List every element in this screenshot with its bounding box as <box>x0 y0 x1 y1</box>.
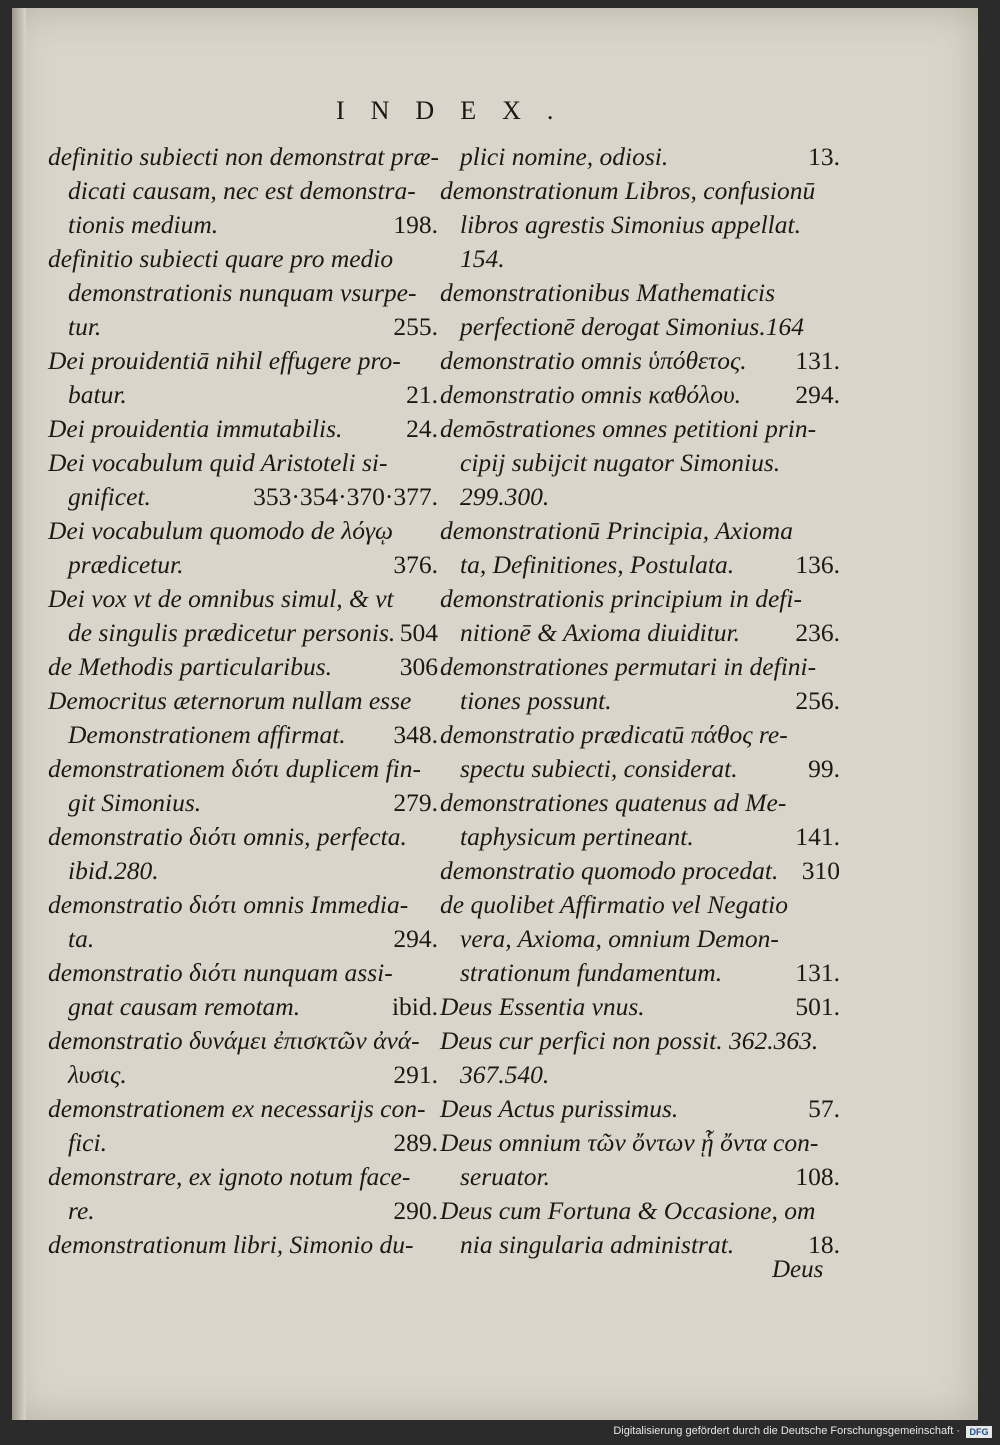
entry-line: demonstratio δυνάμει ἐπισκτῶν ἀνά- <box>48 1026 420 1055</box>
page-reference: 198. <box>393 210 438 239</box>
index-entry <box>440 174 840 276</box>
funding-notice: Digitalisierung gefördert durch die Deutsche Forschungsgemeinschaft · <box>613 1425 960 1437</box>
entry-text: ta, Definitiones, Postulata. <box>460 550 735 579</box>
book-page <box>12 8 978 1420</box>
index-entry <box>440 718 840 786</box>
page-reference: 255. <box>393 312 438 341</box>
entry-line: demonstrationum Libros, confusionū <box>440 176 816 205</box>
page-reference: 99. <box>808 754 840 783</box>
entry-text: gnat causam remotam. <box>68 992 301 1021</box>
entry-line: demonstrationes quatenus ad Me- <box>440 788 787 817</box>
entry-line: demonstrationis principium in defi- <box>440 584 802 613</box>
entry-line: demonstratio διότι omnis Immedia- <box>48 890 409 919</box>
index-entry <box>440 1024 840 1092</box>
page-reference: 290. <box>393 1196 438 1225</box>
page-reference: 131. <box>795 958 840 987</box>
entry-line: demonstratio διότι nunquam assi- <box>48 958 393 987</box>
page-reference: 108. <box>795 1162 840 1191</box>
page-reference: 136. <box>795 550 840 579</box>
dfg-logo: DFG <box>966 1426 992 1438</box>
index-entry <box>440 344 840 378</box>
index-entry <box>440 1126 840 1194</box>
index-entry <box>48 242 438 344</box>
entry-line: definitio subiecti quare pro medio <box>48 244 394 273</box>
entry-line: dicati causam, nec est demonstra- <box>68 176 416 205</box>
page-reference: 353·354·370·377. <box>253 482 438 511</box>
entry-text: spectu subiecti, considerat. <box>460 754 738 783</box>
index-entry <box>48 344 438 412</box>
index-entry <box>48 1228 438 1262</box>
entry-line: demōstrationes omnes petitioni prin- <box>440 414 817 443</box>
entry-text: prædicetur. <box>68 550 184 579</box>
page-reference: 141. <box>795 822 840 851</box>
entry-line: Deus cur perfici non possit. 362.363. <box>440 1026 819 1055</box>
entry-line: Deus omnium τῶν ὄντων ᾗ ὄντα con- <box>440 1128 819 1157</box>
index-entry <box>48 650 438 684</box>
entry-line: de quolibet Affirmatio vel Negatio <box>440 890 788 919</box>
page-reference: 501. <box>795 992 840 1021</box>
index-entry <box>48 514 438 582</box>
page-reference: 306 <box>399 652 438 681</box>
index-entry <box>48 1092 438 1160</box>
index-entry <box>440 888 840 990</box>
index-column-left <box>48 140 438 1262</box>
entry-text: tur. <box>68 312 102 341</box>
entry-text: tiones possunt. <box>460 686 612 715</box>
index-entry <box>48 820 438 888</box>
entry-text: nitionē & Axioma diuiditur. <box>460 618 741 647</box>
entry-text: de Methodis particularibus. <box>48 652 333 681</box>
entry-line: definitio subiecti non demonstrat præ- <box>48 142 439 171</box>
entry-line: libros agrestis Simonius appellat. <box>460 210 801 239</box>
entry-text: Deus Actus purissimus. <box>440 1094 679 1123</box>
entry-text: strationum fundamentum. <box>460 958 723 987</box>
gutter-shadow <box>12 8 26 1420</box>
index-entry <box>440 786 840 854</box>
entry-line: cipij subijcit nugator Simonius. <box>460 448 781 477</box>
entry-line: Dei vox vt de omnibus simul, & vt <box>48 584 394 613</box>
page-reference: 57. <box>808 1094 840 1123</box>
entry-text: perfectionē derogat Simonius.164 <box>460 312 804 341</box>
index-entry <box>440 140 840 174</box>
entry-line: demonstrationū Principia, Axioma <box>440 516 793 545</box>
page-reference: 504 <box>399 618 438 647</box>
index-entry <box>440 1194 840 1262</box>
page-reference: ibid. <box>391 992 438 1021</box>
index-entry <box>440 378 840 412</box>
page-reference: 294. <box>795 380 840 409</box>
entry-text: plici nomine, odiosi. <box>460 142 669 171</box>
entry-text: 299.300. <box>460 482 550 511</box>
page-reference: 21. <box>406 380 438 409</box>
page-reference: 310 <box>801 856 840 885</box>
index-entry <box>48 888 438 956</box>
entry-text: fici. <box>68 1128 107 1157</box>
entry-text: batur. <box>68 380 127 409</box>
entry-line: Democritus æternorum nullam esse <box>48 686 412 715</box>
running-head: INDEX. <box>336 96 580 125</box>
footer-bar <box>0 1420 1000 1445</box>
index-entry <box>48 752 438 820</box>
entry-line: demonstrationem διότι duplicem fin- <box>48 754 421 783</box>
entry-text: demonstratio quomodo procedat. <box>440 856 779 885</box>
entry-line: demonstrationem ex necessarijs con- <box>48 1094 426 1123</box>
entry-line: Dei prouidentiā nihil effugere pro- <box>48 346 401 375</box>
index-entry <box>48 684 438 752</box>
index-entry <box>48 140 438 242</box>
index-entry <box>48 1024 438 1092</box>
entry-text: demonstratio omnis καθόλου. <box>440 380 742 409</box>
index-entry <box>48 412 438 446</box>
entry-line: Deus cum Fortuna & Occasione, om <box>440 1196 816 1225</box>
entry-text: ibid.280. <box>68 856 159 885</box>
entry-text: nia singularia administrat. <box>460 1230 735 1259</box>
page-reference: 13. <box>808 142 840 171</box>
entry-text: gnificet. <box>68 482 151 511</box>
index-entry <box>440 514 840 582</box>
index-entry <box>440 854 840 888</box>
page-reference: 289. <box>393 1128 438 1157</box>
page-reference: 348. <box>393 720 438 749</box>
entry-line: demonstrationibus Mathematicis <box>440 278 776 307</box>
index-entry <box>440 582 840 650</box>
entry-line: demonstrationes permutari in defini- <box>440 652 817 681</box>
entry-text: 154. <box>460 244 505 273</box>
entry-line: demonstrationum libri, Simonio du- <box>48 1230 414 1259</box>
page-reference: 376. <box>393 550 438 579</box>
page-reference: 256. <box>795 686 840 715</box>
index-entry <box>440 650 840 718</box>
entry-text: 367.540. <box>460 1060 550 1089</box>
entry-line: demonstratio prædicatū πάθος re- <box>440 720 788 749</box>
entry-text: demonstratio omnis ὑπόθετος. <box>440 346 747 375</box>
page-reference: 18. <box>808 1230 840 1259</box>
entry-line: Dei vocabulum quomodo de λόγῳ <box>48 516 394 545</box>
entry-text: Dei prouidentia immutabilis. <box>48 414 343 443</box>
index-entry <box>48 582 438 650</box>
page-reference: 236. <box>795 618 840 647</box>
entry-text: re. <box>68 1196 95 1225</box>
index-entry <box>440 1092 840 1126</box>
entry-line: demonstrationis nunquam vsurpe- <box>68 278 417 307</box>
index-entry <box>48 956 438 1024</box>
entry-line: demonstrare, ex ignoto notum face- <box>48 1162 411 1191</box>
index-entry <box>440 276 840 344</box>
page-reference: 294. <box>393 924 438 953</box>
index-entry <box>440 990 840 1024</box>
entry-line: demonstratio διότι omnis, perfecta. <box>48 822 407 851</box>
index-entry <box>48 446 438 514</box>
entry-text: de singulis prædicetur personis. <box>68 618 396 647</box>
entry-line: Dei vocabulum quid Aristoteli si- <box>48 448 388 477</box>
entry-text: seruator. <box>460 1162 550 1191</box>
page-reference: 291. <box>393 1060 438 1089</box>
entry-text: Demonstrationem affirmat. <box>68 720 346 749</box>
index-column-right <box>440 140 840 1262</box>
page-reference: 279. <box>393 788 438 817</box>
catchword: Deus <box>772 1256 824 1283</box>
entry-text: ta. <box>68 924 95 953</box>
index-entry <box>440 412 840 514</box>
entry-text: taphysicum pertineant. <box>460 822 694 851</box>
page-reference: 131. <box>795 346 840 375</box>
entry-line: vera, Axioma, omnium Demon- <box>460 924 779 953</box>
index-entry <box>48 1160 438 1228</box>
entry-text: git Simonius. <box>68 788 202 817</box>
entry-text: λυσις. <box>68 1060 127 1089</box>
page-reference: 24. <box>406 414 438 443</box>
entry-text: tionis medium. <box>68 210 219 239</box>
entry-text: Deus Essentia vnus. <box>440 992 645 1021</box>
